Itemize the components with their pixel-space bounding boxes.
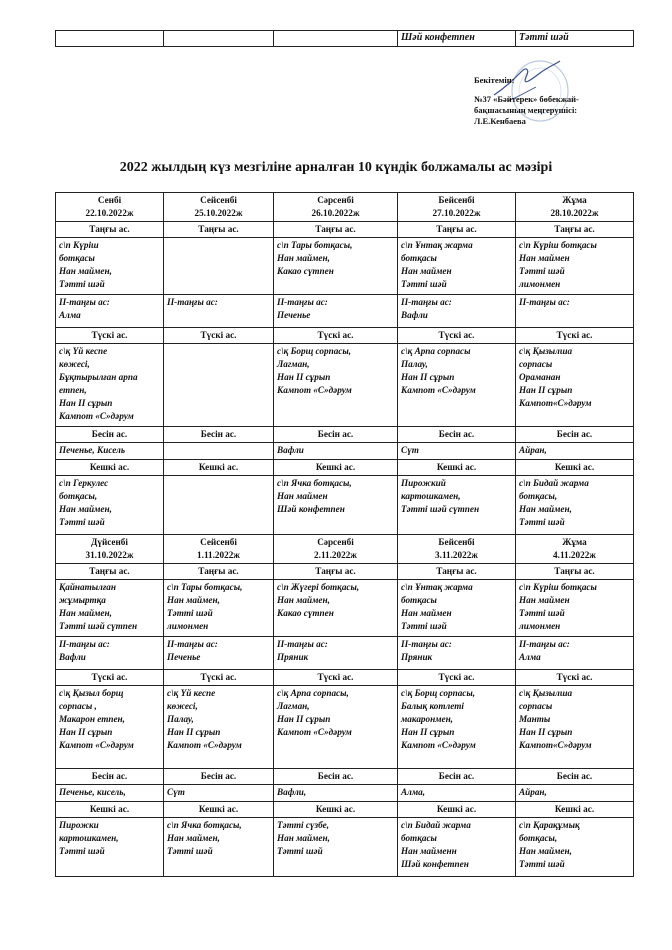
- approval-line: Л.Е.Кенбаева: [474, 116, 526, 126]
- dinner-label: Кешкі ас.: [56, 802, 164, 818]
- breakfast-cell: [56, 580, 164, 637]
- breakfast-header-row: [56, 222, 634, 238]
- menu-line: ботқасы: [59, 253, 95, 263]
- lunch-label: Түскі ас.: [274, 328, 398, 344]
- snack-cell: Вафли,: [274, 785, 398, 802]
- menu-line: Пирожкий: [401, 478, 446, 488]
- day-name: Сәрсенбі: [317, 195, 354, 205]
- dinner-cell: [398, 476, 516, 535]
- menu-line: Алма: [59, 310, 81, 320]
- day-date: 3.11.2022ж: [435, 550, 478, 560]
- menu-line: ІІ-таңғы ас:: [519, 639, 570, 649]
- snack-label: Бесін ас.: [164, 769, 274, 785]
- breakfast-label: Таңғы ас.: [274, 564, 398, 580]
- menu-line: с\п Ячка ботқасы,: [277, 478, 352, 488]
- second-breakfast-cell: [56, 295, 164, 328]
- previous-page-table-end: [55, 30, 634, 47]
- snack-label: Бесін ас.: [398, 769, 516, 785]
- lunch-cell: [164, 686, 274, 769]
- top-cell-4: Шәй конфетпен: [398, 31, 516, 47]
- menu-line: Тәтті сүзбе,: [277, 820, 330, 830]
- menu-line: с\п Күріш: [59, 240, 99, 250]
- menu-line: с\п Геркулес: [59, 478, 109, 488]
- menu-line: Нан ІІ сұрып: [167, 727, 221, 737]
- breakfast-row: [56, 238, 634, 295]
- second-breakfast-cell: [274, 295, 398, 328]
- day-name: Сенбі: [97, 195, 122, 205]
- lunch-cell: [274, 344, 398, 427]
- lunch-cell: [56, 344, 164, 427]
- second-breakfast-row: [56, 295, 634, 328]
- lunch-cell: [164, 344, 274, 427]
- menu-line: Тәтті шәй: [519, 517, 565, 527]
- menu-line: Кампот «С»дәрум: [59, 740, 134, 750]
- breakfast-cell: [516, 238, 634, 295]
- dinner-header-row: [56, 460, 634, 476]
- menu-line: сорпасы ,: [59, 701, 97, 711]
- day-header-cell: [516, 535, 634, 564]
- menu-line: Тәтті шәй: [59, 517, 105, 527]
- menu-line: Кампот «С»дәрум: [401, 740, 476, 750]
- snack-cell: Печенье, Кисель: [56, 443, 164, 460]
- top-cell-1: [56, 31, 164, 47]
- page-title: 2022 жылдың күз мезгіліне арналған 10 күндік болжамалы ас мәзірі: [119, 160, 553, 175]
- lunch-label: Түскі ас.: [274, 670, 398, 686]
- day-header-row: [56, 535, 634, 564]
- menu-line: Манты: [519, 714, 551, 724]
- breakfast-label: Таңғы ас.: [398, 222, 516, 238]
- second-breakfast-cell: [164, 637, 274, 670]
- menu-line: Кампот«С»дәрум: [519, 398, 592, 408]
- menu-line: ІІ-таңғы ас:: [277, 639, 328, 649]
- menu-line: Нан майменн: [401, 846, 457, 856]
- day-header-cell: [164, 535, 274, 564]
- lunch-label: Түскі ас.: [516, 670, 634, 686]
- menu-line: Нан маймен,: [59, 266, 112, 276]
- lunch-cell: [398, 344, 516, 427]
- approval-line: №37 «Бәйтерек» бөбекжай-: [474, 94, 579, 104]
- menu-line: Кампот «С»дәрум: [277, 385, 352, 395]
- snack-cell: [164, 443, 274, 460]
- dinner-label: Кешкі ас.: [56, 460, 164, 476]
- day-name: Бейсенбі: [438, 537, 475, 547]
- menu-line: Пряник: [401, 652, 433, 662]
- menu-line: Макарон етпен,: [59, 714, 125, 724]
- menu-line: Кампот «С»дәрум: [59, 411, 134, 421]
- menu-line: Нан маймен,: [519, 504, 572, 514]
- menu-line: Нан ІІ сұрып: [59, 727, 113, 737]
- day-date: 25.10.2022ж: [194, 208, 243, 218]
- menu-line: с\қ Үй кеспе: [167, 688, 216, 698]
- menu-line: с\қ Борщ сорпасы,: [277, 346, 352, 356]
- dinner-label: Кешкі ас.: [274, 460, 398, 476]
- snack-label: Бесін ас.: [516, 769, 634, 785]
- menu-line: жұмыртқа: [59, 595, 106, 605]
- menu-line: Нан маймен: [277, 491, 328, 501]
- menu-line: ІІ-таңғы ас:: [401, 297, 452, 307]
- breakfast-row: [56, 580, 634, 637]
- breakfast-cell: [274, 238, 398, 295]
- breakfast-cell: [56, 238, 164, 295]
- menu-line: Нан маймен,: [167, 595, 220, 605]
- menu-line: Печенье: [277, 310, 311, 320]
- snack-label: Бесін ас.: [164, 427, 274, 443]
- menu-line: Нан маймен,: [277, 595, 330, 605]
- menu-line: Нан маймен,: [519, 846, 572, 856]
- top-cell-3: [274, 31, 398, 47]
- snack-row: [56, 785, 634, 802]
- dinner-label: Кешкі ас.: [398, 802, 516, 818]
- menu-line: Пирожки: [59, 820, 99, 830]
- day-header-cell: [398, 193, 516, 222]
- menu-line: Нан маймен,: [167, 833, 220, 843]
- menu-line: ботқасы,: [519, 491, 558, 501]
- snack-cell: Вафли: [274, 443, 398, 460]
- lunch-row: [56, 344, 634, 427]
- day-header-row: [56, 193, 634, 222]
- menu-line: Тәтті шәй: [519, 266, 565, 276]
- lunch-label: Түскі ас.: [398, 328, 516, 344]
- top-table-row: [56, 31, 634, 47]
- snack-label: Бесін ас.: [274, 769, 398, 785]
- menu-line: Тәтті шәй: [59, 846, 105, 856]
- menu-line: с\қ Қызыл борщ: [59, 688, 124, 698]
- day-name: Дүйсенбі: [91, 537, 128, 547]
- dinner-row: [56, 818, 634, 877]
- menu-line: лимонмен: [519, 279, 561, 289]
- dinner-header-row: [56, 802, 634, 818]
- snack-label: Бесін ас.: [398, 427, 516, 443]
- menu-line: сорпасы: [519, 359, 553, 369]
- menu-line: Вафли: [59, 652, 86, 662]
- breakfast-label: Таңғы ас.: [56, 564, 164, 580]
- menu-line: с\п Ячка ботқасы,: [167, 820, 242, 830]
- day-header-cell: [56, 535, 164, 564]
- day-header-cell: [398, 535, 516, 564]
- menu-line: сорпасы: [519, 701, 553, 711]
- menu-line: с\қ Арпа сорпасы,: [277, 688, 349, 698]
- lunch-row: [56, 686, 634, 769]
- breakfast-cell: [164, 580, 274, 637]
- top-cell-2: [164, 31, 274, 47]
- breakfast-label: Таңғы ас.: [516, 564, 634, 580]
- menu-line: ботқасы: [401, 253, 437, 263]
- day-header-cell: [274, 193, 398, 222]
- breakfast-label: Таңғы ас.: [274, 222, 398, 238]
- menu-line: с\п Бидай жарма: [519, 478, 589, 488]
- breakfast-cell: [398, 238, 516, 295]
- day-date: 22.10.2022ж: [85, 208, 134, 218]
- menu-line: с\п Қарақұмық: [519, 820, 580, 830]
- snack-cell: Алма,: [398, 785, 516, 802]
- day-header-cell: [56, 193, 164, 222]
- menu-line: Нан ІІ сұрып: [401, 372, 455, 382]
- menu-line: Кампот «С»дәрум: [277, 727, 352, 737]
- menu-line: Тәтті шәй: [277, 846, 323, 856]
- menu-line: Шәй конфетпен: [401, 859, 469, 869]
- menu-line: Нан ІІ сұрып: [519, 385, 573, 395]
- day-name: Сәрсенбі: [317, 537, 354, 547]
- menu-line: Тәтті шәй: [401, 279, 447, 289]
- menu-line: ботқасы: [401, 833, 437, 843]
- menu-line: Нан маймен,: [277, 253, 330, 263]
- dinner-cell: [398, 818, 516, 877]
- menu-line: ботқасы,: [59, 491, 98, 501]
- day-name: Бейсенбі: [438, 195, 475, 205]
- menu-line: етпен,: [59, 385, 87, 395]
- approval-line: бақшасының меңгерушісі:: [474, 105, 578, 115]
- menu-line: Вафли: [401, 310, 428, 320]
- menu-line: ботқасы,: [519, 833, 558, 843]
- breakfast-label: Таңғы ас.: [164, 222, 274, 238]
- day-header-cell: [516, 193, 634, 222]
- snack-cell: Айран,: [516, 443, 634, 460]
- menu-line: Палау,: [167, 714, 194, 724]
- day-name: Жұма: [562, 537, 587, 547]
- menu-line: с\қ Қызылша: [519, 346, 573, 356]
- snack-cell: Сүт: [398, 443, 516, 460]
- second-breakfast-row: [56, 637, 634, 670]
- menu-line: ІІ-таңғы ас:: [401, 639, 452, 649]
- menu-line: Ораманан: [519, 372, 561, 382]
- menu-line: Нан маймен: [519, 253, 570, 263]
- menu-line: макаронмен,: [401, 714, 453, 724]
- day-date: 4.11.2022ж: [553, 550, 596, 560]
- day-date: 31.10.2022ж: [85, 550, 134, 560]
- menu-line: ІІ-таңғы ас:: [167, 297, 218, 307]
- menu-line: с\п Тары ботқасы,: [167, 582, 243, 592]
- menu-line: с\қ Үй кеспе: [59, 346, 108, 356]
- approval-block: [474, 75, 644, 127]
- dinner-cell: [516, 476, 634, 535]
- second-breakfast-cell: [398, 637, 516, 670]
- menu-line: с\п Тары ботқасы,: [277, 240, 353, 250]
- lunch-cell: [56, 686, 164, 769]
- menu-line: Тәтті шәй сүтпен: [401, 504, 480, 514]
- lunch-label: Түскі ас.: [56, 328, 164, 344]
- menu-line: Нан маймен: [401, 266, 452, 276]
- dinner-label: Кешкі ас.: [516, 802, 634, 818]
- lunch-cell: [274, 686, 398, 769]
- lunch-cell: [516, 686, 634, 769]
- day-name: Сейсенбі: [200, 537, 237, 547]
- menu-line: көжесі,: [167, 701, 198, 711]
- second-breakfast-cell: [164, 295, 274, 328]
- menu-line: Нан ІІ сұрып: [401, 727, 455, 737]
- day-date: 2.11.2022ж: [314, 550, 357, 560]
- menu-line: Пряник: [277, 652, 309, 662]
- dinner-cell: [164, 818, 274, 877]
- second-breakfast-cell: [274, 637, 398, 670]
- snack-cell: Айран,: [516, 785, 634, 802]
- lunch-label: Түскі ас.: [56, 670, 164, 686]
- menu-line: Кампот «С»дәрум: [401, 385, 476, 395]
- menu-line: с\п Ұнтақ жарма: [401, 582, 473, 592]
- menu-line: Нан ІІ сұрып: [519, 727, 573, 737]
- menu-line: Лагман,: [277, 701, 310, 711]
- second-breakfast-cell: [516, 295, 634, 328]
- menu-line: лимонмен: [519, 621, 561, 631]
- day-name: Сейсенбі: [200, 195, 237, 205]
- menu-line: Қайнатылған: [59, 582, 116, 592]
- day-header-cell: [274, 535, 398, 564]
- dinner-label: Кешкі ас.: [274, 802, 398, 818]
- menu-line: с\п Бидай жарма: [401, 820, 471, 830]
- lunch-header-row: [56, 670, 634, 686]
- menu-table: [55, 192, 634, 877]
- breakfast-label: Таңғы ас.: [516, 222, 634, 238]
- lunch-label: Түскі ас.: [164, 670, 274, 686]
- menu-line: с\п Жүгері ботқасы,: [277, 582, 360, 592]
- menu-line: Нан ІІ сұрып: [59, 398, 113, 408]
- day-date: 26.10.2022ж: [311, 208, 360, 218]
- snack-cell: Сүт: [164, 785, 274, 802]
- menu-line: Тәтті шәй: [401, 621, 447, 631]
- day-date: 28.10.2022ж: [550, 208, 599, 218]
- menu-line: ІІ-таңғы ас:: [167, 639, 218, 649]
- dinner-label: Кешкі ас.: [164, 802, 274, 818]
- second-breakfast-cell: [516, 637, 634, 670]
- approval-label: Бекітемін:: [474, 75, 515, 85]
- menu-line: Тәтті шәй: [167, 608, 213, 618]
- menu-line: Тәтті шәй: [519, 859, 565, 869]
- day-date: 27.10.2022ж: [432, 208, 481, 218]
- dinner-label: Кешкі ас.: [398, 460, 516, 476]
- lunch-label: Түскі ас.: [516, 328, 634, 344]
- day-header-cell: [164, 193, 274, 222]
- menu-line: ІІ-таңғы ас:: [277, 297, 328, 307]
- lunch-label: Түскі ас.: [398, 670, 516, 686]
- snack-header-row: [56, 769, 634, 785]
- menu-line: Нан маймен: [401, 608, 452, 618]
- menu-line: Алма: [519, 652, 541, 662]
- lunch-cell: [516, 344, 634, 427]
- lunch-cell: [398, 686, 516, 769]
- snack-header-row: [56, 427, 634, 443]
- menu-line: Нан маймен: [519, 595, 570, 605]
- breakfast-cell: [274, 580, 398, 637]
- day-name: Жұма: [562, 195, 587, 205]
- menu-line: Балық котлеті: [401, 701, 464, 711]
- snack-label: Бесін ас.: [274, 427, 398, 443]
- menu-line: с\п Күріш ботқасы: [519, 582, 597, 592]
- menu-line: ІІ-таңғы ас:: [519, 297, 570, 307]
- dinner-row: [56, 476, 634, 535]
- breakfast-label: Таңғы ас.: [398, 564, 516, 580]
- menu-line: Какао сүтпен: [277, 266, 334, 276]
- menu-line: с\қ Қызылша: [519, 688, 573, 698]
- dinner-cell: [516, 818, 634, 877]
- menu-line: с\қ Борщ сорпасы,: [401, 688, 476, 698]
- menu-line: картошкамен,: [401, 491, 461, 501]
- menu-line: Нан ІІ сұрып: [277, 372, 331, 382]
- second-breakfast-cell: [56, 637, 164, 670]
- menu-line: Палау,: [401, 359, 428, 369]
- menu-line: картошкамен,: [59, 833, 119, 843]
- menu-line: Тәтті шәй: [167, 846, 213, 856]
- menu-line: Кампот«С»дәрум: [519, 740, 592, 750]
- menu-line: Тәтті шәй сүтпен: [59, 621, 138, 631]
- menu-line: ботқасы: [401, 595, 437, 605]
- day-date: 1.11.2022ж: [197, 550, 240, 560]
- menu-line: Нан ІІ сұрып: [277, 714, 331, 724]
- dinner-label: Кешкі ас.: [516, 460, 634, 476]
- lunch-label: Түскі ас.: [164, 328, 274, 344]
- top-cell-5: Тәтті шәй: [516, 31, 634, 47]
- snack-label: Бесін ас.: [56, 427, 164, 443]
- breakfast-label: Таңғы ас.: [56, 222, 164, 238]
- menu-line: Бұқтырылған арпа: [59, 372, 138, 382]
- second-breakfast-cell: [398, 295, 516, 328]
- snack-label: Бесін ас.: [516, 427, 634, 443]
- menu-line: Нан маймен,: [59, 504, 112, 514]
- menu-line: Тәтті шәй: [59, 279, 105, 289]
- menu-line: Печенье: [167, 652, 201, 662]
- menu-line: ІІ-таңғы ас:: [59, 297, 110, 307]
- menu-line: с\қ Арпа сорпасы: [401, 346, 471, 356]
- breakfast-cell: [398, 580, 516, 637]
- dinner-cell: [56, 818, 164, 877]
- dinner-cell: [274, 476, 398, 535]
- menu-line: Какао сүтпен: [277, 608, 334, 618]
- menu-line: Нан маймен,: [277, 833, 330, 843]
- snack-row: [56, 443, 634, 460]
- dinner-cell: [274, 818, 398, 877]
- menu-line: Нан маймен,: [59, 608, 112, 618]
- breakfast-cell: [164, 238, 274, 295]
- dinner-cell: [164, 476, 274, 535]
- breakfast-cell: [516, 580, 634, 637]
- menu-line: Лагман,: [277, 359, 310, 369]
- breakfast-label: Таңғы ас.: [164, 564, 274, 580]
- menu-line: ІІ-таңғы ас:: [59, 639, 110, 649]
- menu-line: көжесі,: [59, 359, 90, 369]
- menu-line: лимонмен: [167, 621, 209, 631]
- lunch-header-row: [56, 328, 634, 344]
- menu-line: Кампот «С»дәрум: [167, 740, 242, 750]
- menu-line: Шәй конфетпен: [277, 504, 345, 514]
- menu-line: с\п Күріш ботқасы: [519, 240, 597, 250]
- menu-line: с\п Ұнтақ жарма: [401, 240, 473, 250]
- menu-line: Тәтті шәй: [519, 608, 565, 618]
- breakfast-header-row: [56, 564, 634, 580]
- dinner-label: Кешкі ас.: [164, 460, 274, 476]
- dinner-cell: [56, 476, 164, 535]
- snack-cell: Печенье, кисель,: [56, 785, 164, 802]
- snack-label: Бесін ас.: [56, 769, 164, 785]
